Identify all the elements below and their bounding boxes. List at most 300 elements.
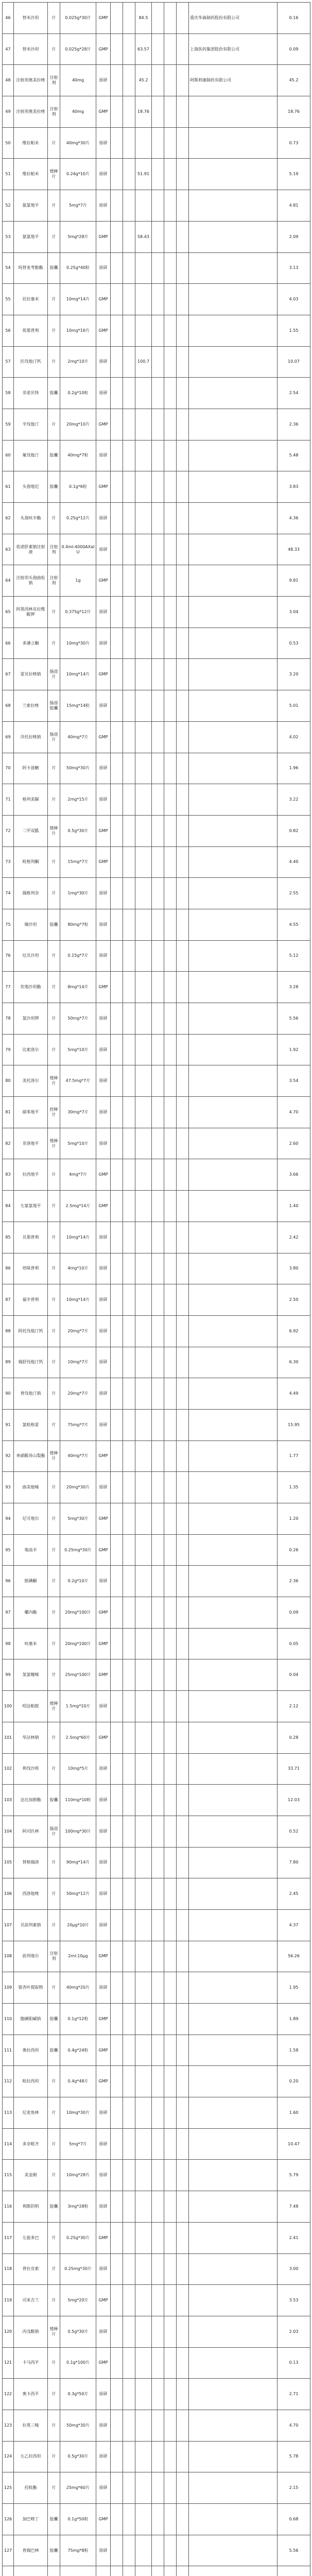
table-cell [189,1284,278,1316]
table-cell [189,878,278,909]
table-cell: 120 [3,2316,14,2347]
table-cell [164,159,177,190]
table-cell [135,597,152,628]
table-cell [123,2097,135,2129]
table-cell [123,1128,135,1159]
table-cell [177,721,189,753]
table-cell: 0.375g*12片 [60,597,96,628]
table-cell: 20μg*10片 [60,1909,96,1941]
table-row [3,1972,310,2004]
table-cell: 原研 [96,1253,111,1284]
table-cell [111,2504,123,2535]
table-cell [177,1785,189,1816]
table-cell: 0.025g*30片 [60,3,96,34]
table-cell [111,2191,123,2223]
table-row [3,2097,310,2129]
table-cell: GMP [96,1659,111,1691]
table-cell: 片 [48,1878,60,1910]
table-cell: 原研 [96,2410,111,2441]
table-cell [123,1878,135,1910]
table-cell [135,2441,152,2472]
table-cell [164,2097,177,2129]
table-cell [177,315,189,346]
drug-price-table [2,2,310,2576]
table-row [3,1191,310,1222]
table-cell: 氯沙坦钾 [14,1003,48,1035]
table-cell: 匹伐他汀钙 [14,346,48,378]
table-row [3,846,310,878]
table-cell [177,221,189,252]
table-cell [152,1409,164,1440]
table-cell: 0.20 [278,2066,310,2097]
table-cell: 5mg*7片 [60,190,96,222]
table-cell: 片 [48,1659,60,1691]
table-cell: 原研 [96,127,111,159]
table-cell: 螺内酯 [14,1597,48,1629]
table-row [3,1909,310,1941]
table-cell [111,1472,123,1503]
table-cell: 10mg*30片 [60,2097,96,2129]
table-cell [189,565,278,597]
table-cell [135,2160,152,2191]
table-cell [189,1628,278,1659]
table-cell [111,1034,123,1065]
table-cell: 56.26 [278,1941,310,1972]
table-cell [111,378,123,409]
table-cell: 前列地尔 [14,1941,48,1972]
table-cell [189,1847,278,1878]
table-cell [189,1409,278,1440]
table-cell: GMP [96,846,111,878]
table-cell [123,784,135,816]
table-cell: 3.28 [278,972,310,1003]
table-cell: 2.42 [278,1222,310,1253]
table-cell: 40mg*7片 [60,721,96,753]
table-cell: 5.78 [278,2441,310,2472]
table-cell [135,471,152,503]
table-cell [189,1128,278,1159]
table-cell [111,1222,123,1253]
table-cell [177,1659,189,1691]
table-cell: 12.03 [278,1785,310,1816]
table-cell: 1.60 [278,2097,310,2129]
table-cell: 3.20 [278,659,310,690]
table-cell [135,440,152,471]
table-cell [123,1941,135,1972]
table-cell: 上海医药集团股份有限公司 [189,33,278,65]
table-cell: 40mg [60,65,96,96]
table-cell [177,1597,189,1629]
table-cell [123,1659,135,1691]
table-cell [152,534,164,565]
table-cell [111,2410,123,2441]
table-cell: 80 [3,1065,14,1097]
table-cell [152,1347,164,1378]
table-cell: 0.09 [278,1597,310,1629]
table-cell: 5.79 [278,2160,310,2191]
table-cell [135,659,152,690]
table-cell: 西洛他唑 [14,1878,48,1910]
table-cell [135,2004,152,2035]
table-cell [135,1753,152,1785]
table-cell: 依那普利 [14,315,48,346]
table-row [3,1566,310,1597]
table-cell [164,1722,177,1753]
table-cell [135,565,152,597]
table-cell: 2.36 [278,1566,310,1597]
table-row [3,1878,310,1910]
table-cell [189,909,278,940]
table-cell: 95 [3,1534,14,1566]
table-cell: 10mg*7片 [60,1347,96,1378]
table-row [3,2191,310,2223]
table-cell: 3.04 [278,597,310,628]
table-cell [177,878,189,909]
table-cell [123,346,135,378]
table-cell: GMP [96,2066,111,2097]
table-cell: 片 [48,1191,60,1222]
table-cell [111,284,123,315]
table-cell [123,972,135,1003]
table-cell [164,2316,177,2347]
table-cell [152,2160,164,2191]
table-cell [111,346,123,378]
table-cell: 0.04 [278,1659,310,1691]
table-cell [177,1409,189,1440]
table-cell [152,33,164,65]
table-cell: 2.60 [278,1128,310,1159]
table-cell: 托吡酯 [14,2472,48,2504]
table-cell [111,815,123,846]
table-cell [135,1097,152,1128]
table-cell: 贝前列素钠 [14,1909,48,1941]
table-cell [164,2410,177,2441]
table-cell [152,2316,164,2347]
table-cell [135,2222,152,2253]
table-cell [123,1440,135,1472]
table-cell [48,2566,60,2576]
table-cell [164,471,177,503]
table-cell: 原研 [96,65,111,96]
table-cell [164,1034,177,1065]
table-cell: GMP [96,315,111,346]
table-cell [177,1534,189,1566]
table-cell: 原研 [96,753,111,784]
table-row [3,1065,310,1097]
table-cell [111,1753,123,1785]
table-cell [164,1128,177,1159]
table-cell [111,846,123,878]
table-cell: 吡拉西坦 [14,2066,48,2097]
table-cell [189,1315,278,1347]
table-cell [123,846,135,878]
table-cell: 6.92 [278,1315,310,1347]
table-row [3,2504,310,2535]
table-cell: 2mg*15片 [60,784,96,816]
table-cell [96,2566,111,2576]
table-cell: 87 [3,1284,14,1316]
table-cell: 加巴喷丁 [14,2504,48,2535]
table-row [3,1284,310,1316]
table-cell [123,2222,135,2253]
table-cell [177,1065,189,1097]
table-cell [177,2066,189,2097]
table-cell [123,878,135,909]
table-cell: 0.13 [278,2347,310,2379]
table-row [3,597,310,628]
table-cell: GMP [96,1722,111,1753]
table-cell [177,2347,189,2379]
table-cell [123,1503,135,1535]
table-cell: 3.53 [278,2285,310,2316]
table-cell: 原研 [96,784,111,816]
table-cell [152,940,164,972]
table-cell [111,2379,123,2410]
table-cell [177,1972,189,2004]
table-row [3,815,310,846]
table-cell: 20mg*10片 [60,409,96,440]
table-cell: 原研 [96,1909,111,1941]
table-row [3,2441,310,2472]
table-cell [123,1222,135,1253]
table-cell: 利伐沙班 [14,1753,48,1785]
table-cell: 胺碘酮 [14,1566,48,1597]
table-cell [135,1722,152,1753]
table-cell [177,1097,189,1128]
table-cell [177,159,189,190]
table-cell [135,1472,152,1503]
table-cell [152,1315,164,1347]
table-cell [135,1691,152,1722]
table-cell: 胶囊 [48,909,60,940]
table-cell: 兰索拉唑 [14,690,48,722]
table-row [3,1691,310,1722]
table-cell: 1.58 [278,2035,310,2066]
table-cell: 原研 [96,346,111,378]
table-row [3,1753,310,1785]
table-cell [152,1503,164,1535]
table-cell: 4mg*7片 [60,1159,96,1191]
table-row [3,2222,310,2253]
table-cell: 原研 [96,628,111,659]
table-cell [177,1253,189,1284]
table-cell [123,1472,135,1503]
table-cell [123,1253,135,1284]
table-cell [177,2128,189,2160]
table-cell: 片 [48,2066,60,2097]
table-cell: 53 [3,221,14,252]
table-cell [111,65,123,96]
table-cell [164,252,177,284]
table-cell [164,284,177,315]
table-cell: 0.25mg*30片 [60,2253,96,2285]
table-cell: 50mg*30片 [60,2410,96,2441]
table-cell: GMP [96,2004,111,2035]
table-cell: 替米沙坦 [14,33,48,65]
table-cell [111,2004,123,2035]
table-cell [111,972,123,1003]
table-cell: 89 [3,1347,14,1378]
table-row [3,2035,310,2066]
table-cell [152,1691,164,1722]
table-cell: 2.12 [278,1691,310,1722]
table-cell [123,2566,135,2576]
table-cell [123,315,135,346]
table-cell [135,284,152,315]
table-cell: 5mg*7片 [60,2128,96,2160]
table-cell [164,1785,177,1816]
table-cell [135,2191,152,2223]
table-row [3,2066,310,2097]
table-cell: 氟伐他汀 [14,440,48,471]
table-cell: 5.56 [278,2535,310,2566]
table-cell [111,2160,123,2191]
table-cell: 4.36 [278,503,310,534]
table-cell [189,2128,278,2160]
table-cell [135,1503,152,1535]
table-cell: 原研 [96,1409,111,1440]
table-cell: 0.3g*50片 [60,2379,96,2410]
table-cell: GMP [96,972,111,1003]
table-cell: 85 [3,1222,14,1253]
table-cell [164,2066,177,2097]
table-cell: 缓释片 [48,815,60,846]
table-cell: 原研 [96,2097,111,2129]
table-cell [123,2535,135,2566]
table-cell [177,2004,189,2035]
table-row [3,1847,310,1878]
table-cell [135,784,152,816]
table-cell: 114 [3,2128,14,2160]
table-cell: 100.7 [135,346,152,378]
table-cell [135,1315,152,1347]
table-cell: 7.48 [278,2191,310,2223]
table-row [3,1253,310,1284]
table-cell: 110 [3,2004,14,2035]
table-cell [177,2379,189,2410]
table-cell [177,753,189,784]
table-cell: 地高辛 [14,1534,48,1566]
table-cell: 90 [3,1378,14,1410]
table-cell: 1g [60,565,96,597]
table-cell [189,1722,278,1753]
table-cell: 片 [48,753,60,784]
table-cell [123,2347,135,2379]
table-cell [135,1065,152,1097]
table-cell: 40mg [60,96,96,128]
table-cell [111,1315,123,1347]
table-cell [177,378,189,409]
table-cell [177,471,189,503]
table-cell [189,1878,278,1910]
table-cell: 胶囊 [48,252,60,284]
table-cell [111,1003,123,1035]
table-cell [135,909,152,940]
table-cell [135,2410,152,2441]
table-cell [111,2535,123,2566]
table-cell: 49 [3,96,14,128]
table-cell [164,1816,177,1847]
table-cell: 50 [3,127,14,159]
table-cell: 3.00 [278,2253,310,2285]
table-cell: 127 [3,2535,14,2566]
table-cell [152,1191,164,1222]
table-cell: 原研 [96,2160,111,2191]
table-cell: 20mg*100片 [60,1597,96,1629]
table-cell: 注射剂 [48,96,60,128]
table-cell: 5mg*30片 [60,1503,96,1535]
table-row [3,284,310,315]
table-cell: 注射用头孢曲松钠 [14,565,48,597]
table-row [3,1816,310,1847]
table-cell: 片 [48,2441,60,2472]
table-cell [152,503,164,534]
table-cell [177,1378,189,1410]
table-row [3,2316,310,2347]
table-cell: 113 [3,2097,14,2129]
table-cell [164,33,177,65]
table-cell: 头孢呋辛酯 [14,503,48,534]
table-cell [152,1878,164,1910]
table-cell: 片 [48,597,60,628]
table-cell [123,1847,135,1878]
table-cell: 71 [3,784,14,816]
table-cell: 左旋多巴 [14,2222,48,2253]
table-cell [135,1409,152,1440]
table-cell: 118 [3,2253,14,2285]
table-cell [189,1785,278,1816]
table-cell [123,159,135,190]
table-cell [123,2410,135,2441]
table-cell [152,2441,164,2472]
table-row [3,1378,310,1410]
table-cell: 67 [3,659,14,690]
table-cell: 二甲双胍 [14,815,48,846]
table-cell [152,1440,164,1472]
table-cell [152,1566,164,1597]
table-cell: 硝苯地平 [14,1097,48,1128]
table-cell [123,190,135,222]
table-cell [123,2191,135,2223]
table-cell: 10mg*14片 [60,659,96,690]
table-cell: 原研 [96,1816,111,1847]
table-cell [189,471,278,503]
table-cell [111,909,123,940]
table-cell [111,534,123,565]
table-cell [135,2379,152,2410]
table-cell [177,1628,189,1659]
table-cell [123,1347,135,1378]
table-cell [135,127,152,159]
table-cell [123,1691,135,1722]
table-cell: 94 [3,1503,14,1535]
table-cell [135,2504,152,2535]
table-cell [123,1003,135,1035]
table-cell: GMP [96,1159,111,1191]
table-cell [164,503,177,534]
table-cell [111,409,123,440]
table-cell [177,1003,189,1035]
table-cell: 72 [3,815,14,846]
table-cell: 片 [48,1222,60,1253]
table-cell [111,1941,123,1972]
table-cell: 111 [3,2035,14,2066]
table-cell [135,2347,152,2379]
table-cell: 缓释片 [48,1128,60,1159]
table-cell [135,1128,152,1159]
table-cell [177,440,189,471]
table-cell [111,2066,123,2097]
